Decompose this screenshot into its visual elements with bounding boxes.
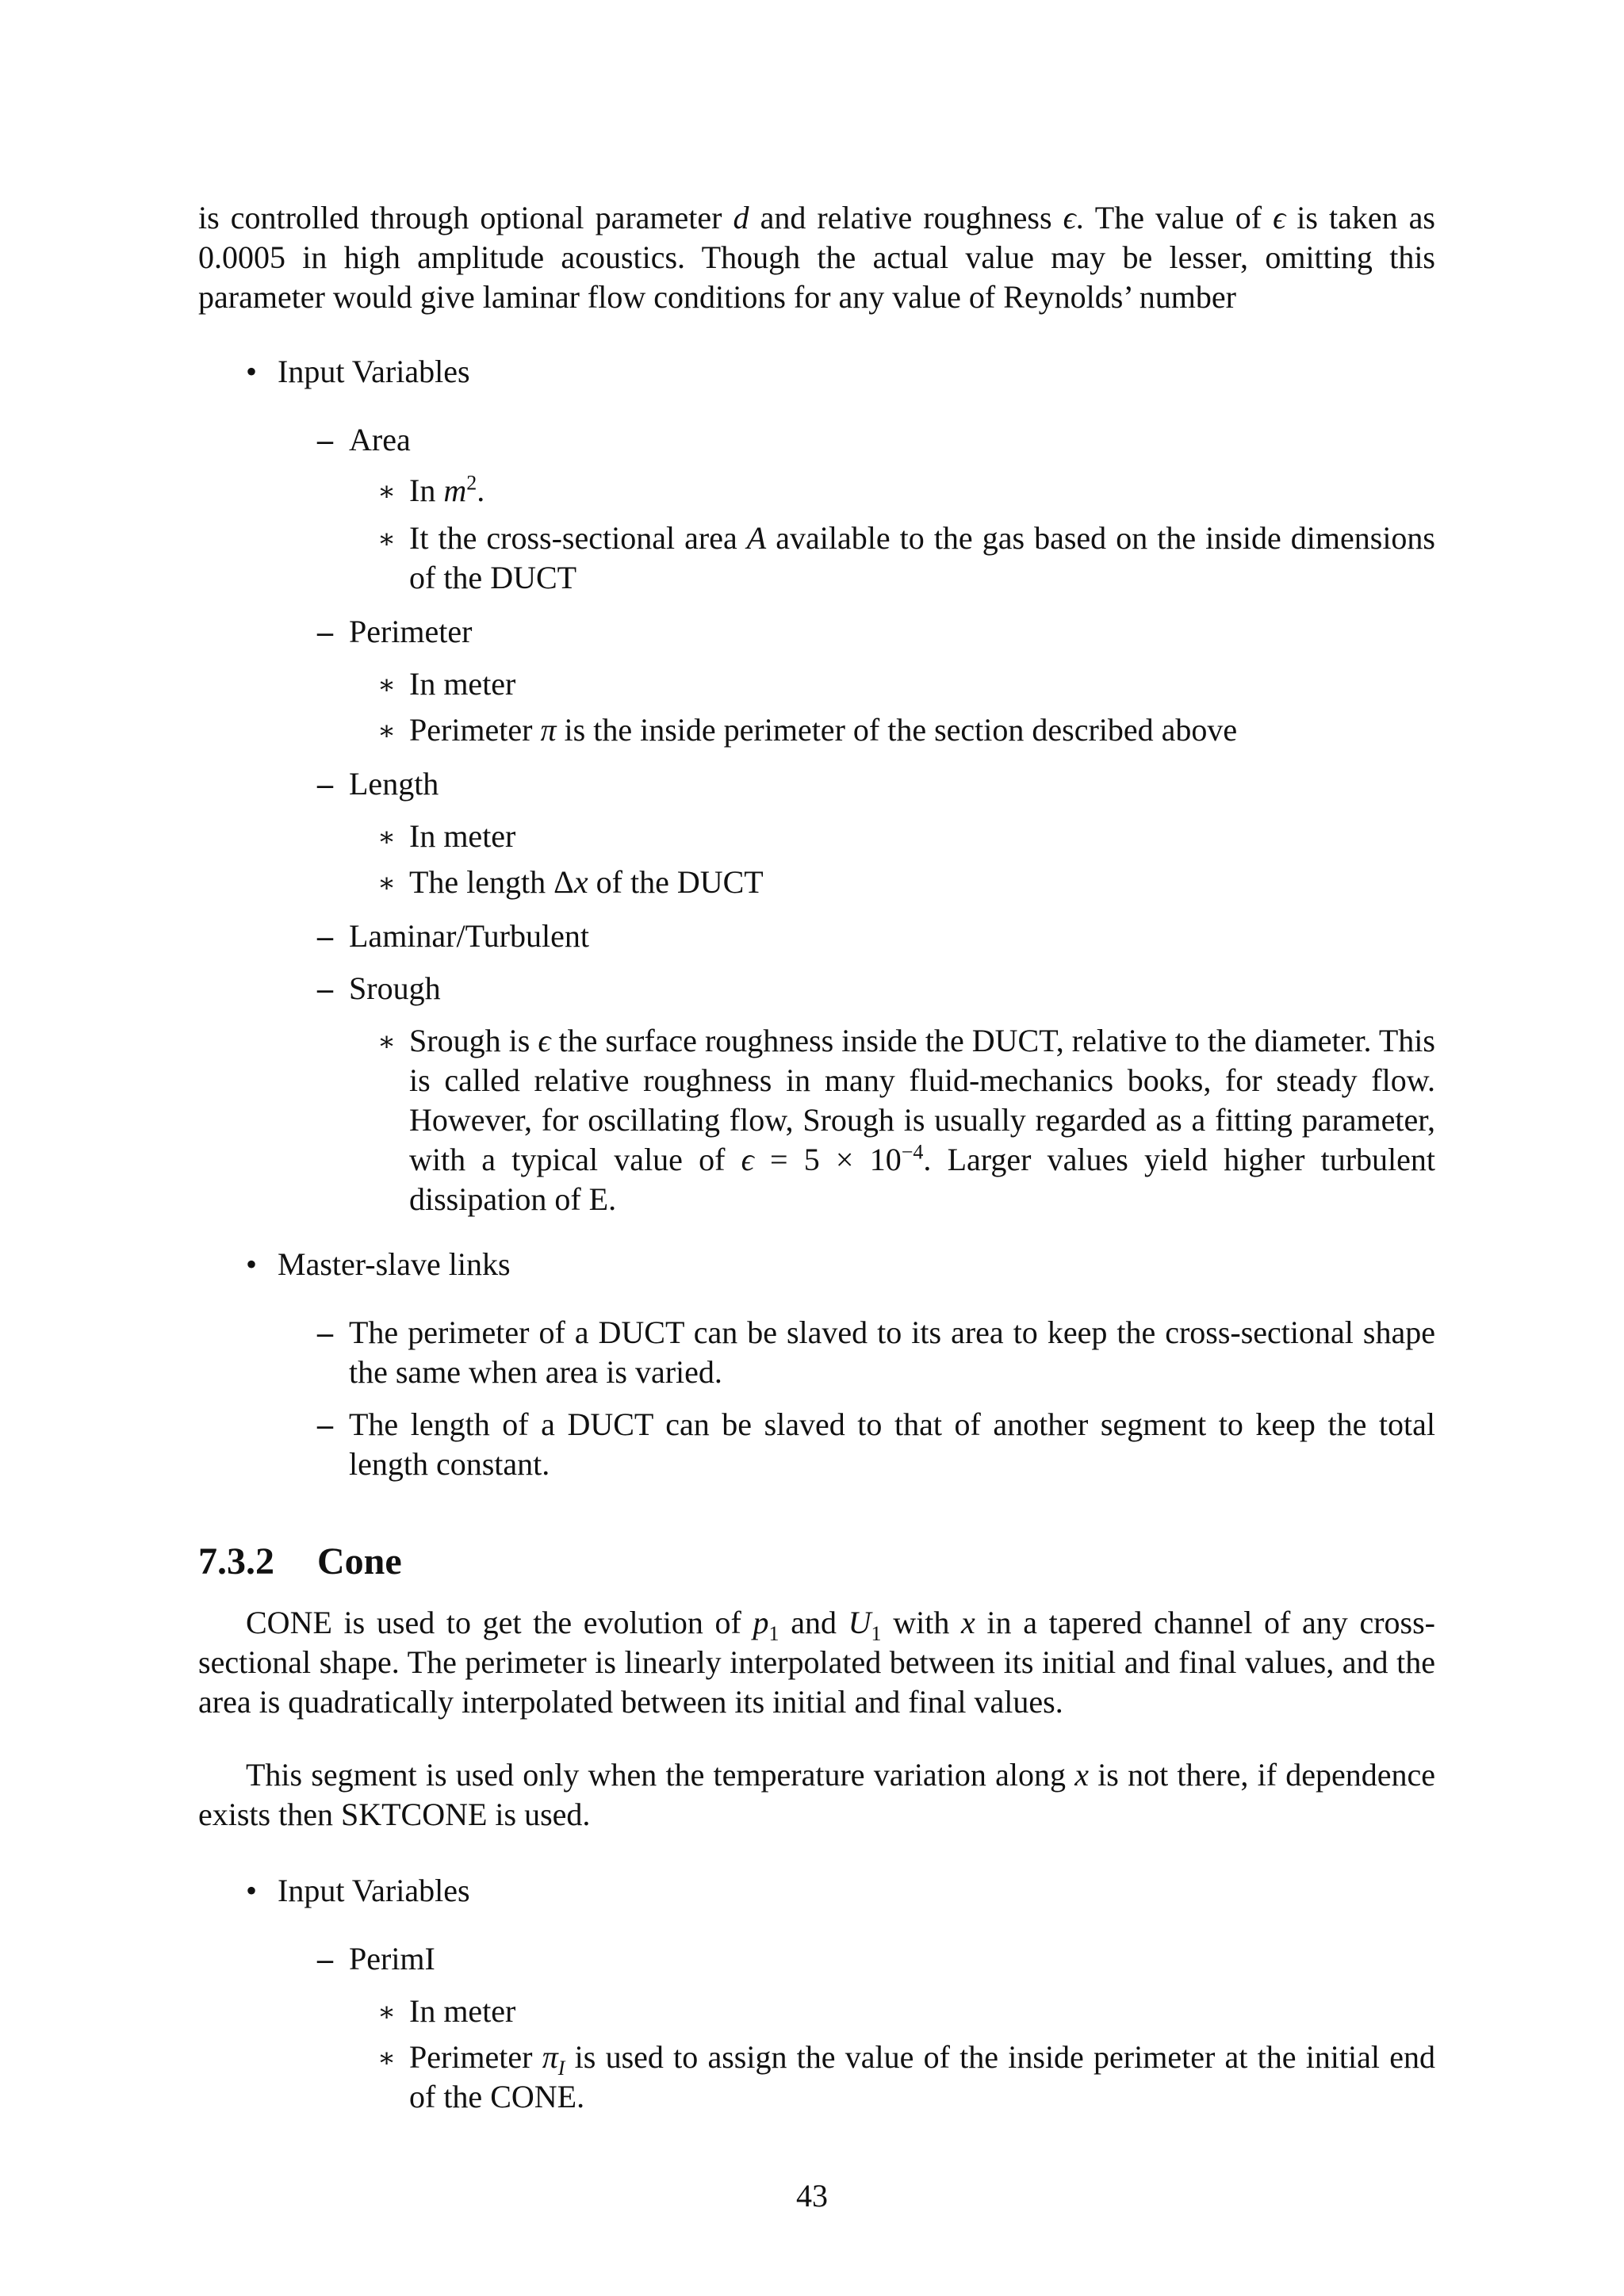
text-run: and relative roughness xyxy=(749,200,1063,235)
cone-paragraph xyxy=(198,1755,1435,1835)
text-run: CONE is used to get the evolution of xyxy=(246,1605,753,1640)
dash-icon: – xyxy=(317,1314,333,1350)
dash-icon: – xyxy=(317,766,333,802)
text-run: . The value of xyxy=(1075,200,1274,235)
superscript: −4 xyxy=(901,1140,924,1164)
length-unit: In meter xyxy=(409,818,516,854)
text-run: in a tapered channel of any cross-sectional shape. The perimeter is linearly interpolated between its initial and final values, and the area is quadratically interpolated between its initial and final values. xyxy=(198,1605,1436,1720)
text-run: of the DUCT xyxy=(588,864,764,900)
text-run: is used to assign the value of the inside perimeter at the initial end of the CONE. xyxy=(409,2039,1435,2114)
math-var: π xyxy=(542,2039,558,2075)
math-var: p xyxy=(753,1605,769,1640)
asterisk-icon: ∗ xyxy=(377,869,396,898)
dash-icon: – xyxy=(317,614,333,649)
math-var: d xyxy=(733,200,749,235)
length-description xyxy=(409,863,1435,902)
text-run: It the cross-sectional area xyxy=(409,520,747,556)
area-description xyxy=(409,519,1435,598)
asterisk-icon: ∗ xyxy=(377,717,396,746)
master-slave-item: The perimeter of a DUCT can be slaved to its area to keep the cross-sectional shape the same when area is varied. xyxy=(349,1314,1435,1390)
text-run: is the inside perimeter of the section described above xyxy=(556,712,1238,748)
text-run: The length Δ xyxy=(409,864,574,900)
asterisk-icon: ∗ xyxy=(377,671,396,700)
text-run: Perimeter xyxy=(409,2039,542,2075)
text-run: with xyxy=(881,1605,961,1640)
text-run: . Larger values yield higher turbulent dissipation of E. xyxy=(409,1142,1435,1217)
text-run: is not there, if dependence exists then SKTCONE is used. xyxy=(198,1757,1435,1832)
math-var: ϵ xyxy=(1063,200,1076,235)
text-run: is taken as 0.0005 in high amplitude acoustics. Though the actual value may be lesser, omitting this parameter would give laminar flow conditions for any value of Reynolds’ number xyxy=(198,200,1435,315)
length-label: Length xyxy=(349,766,439,802)
master-slave-item: The length of a DUCT can be slaved to that of another segment to keep the total length constant. xyxy=(349,1406,1435,1482)
math-var: m xyxy=(443,473,467,508)
asterisk-icon: ∗ xyxy=(377,525,396,554)
dash-icon: – xyxy=(317,1406,333,1442)
cone-paragraph xyxy=(198,1603,1435,1722)
area-label: Area xyxy=(349,422,411,457)
page-number: 43 xyxy=(796,2178,828,2214)
intro-paragraph xyxy=(198,198,1435,317)
dash-icon: – xyxy=(317,970,333,1006)
asterisk-icon: ∗ xyxy=(377,823,396,852)
text-run: available to the gas based on the inside dimensions of the DUCT xyxy=(409,520,1435,595)
input-variables-heading: Input Variables xyxy=(278,354,470,389)
math-var: x xyxy=(573,864,588,900)
math-var: ϵ xyxy=(741,1142,754,1177)
section-number: 7.3.2 xyxy=(198,1540,274,1582)
bullet-icon: • xyxy=(246,1246,258,1282)
bullet-icon: • xyxy=(246,354,258,389)
dash-icon: – xyxy=(317,918,333,954)
bullet-icon: • xyxy=(246,1873,258,1908)
text-run: the surface roughness inside the DUCT, relative to the diameter. This is called relative roughness in many fluid-mechanics books, for steady flow. However, for oscillating flow, Srough is usually regarded as a fitting parameter, with a typical value of xyxy=(409,1023,1435,1177)
srough-label: Srough xyxy=(349,970,441,1006)
math-var: x xyxy=(1074,1757,1089,1793)
math-var: ϵ xyxy=(538,1023,551,1058)
laminar-turbulent-label: Laminar/Turbulent xyxy=(349,918,589,954)
text-run: In xyxy=(409,473,444,508)
text-run: is controlled through optional parameter xyxy=(198,200,733,235)
srough-description xyxy=(409,1021,1435,1219)
section-heading xyxy=(198,1538,402,1586)
subscript: 1 xyxy=(871,1622,882,1645)
text-run: = 5 × 10 xyxy=(753,1142,902,1177)
perimeter-label: Perimeter xyxy=(349,614,473,649)
area-unit xyxy=(409,471,1435,511)
superscript: 2 xyxy=(466,471,477,495)
math-var: A xyxy=(746,520,767,556)
periml-unit: In meter xyxy=(409,1993,516,2029)
subscript: I xyxy=(557,2057,565,2080)
perimeter-unit: In meter xyxy=(409,666,516,702)
text-run: Srough is xyxy=(409,1023,538,1058)
math-var: ϵ xyxy=(1273,200,1286,235)
asterisk-icon: ∗ xyxy=(377,1998,396,2027)
text-run: Perimeter xyxy=(409,712,541,748)
asterisk-icon: ∗ xyxy=(377,2044,396,2073)
math-var: x xyxy=(961,1605,975,1640)
dash-icon: – xyxy=(317,1941,333,1976)
text-run: This segment is used only when the temperature variation along xyxy=(246,1757,1075,1793)
asterisk-icon: ∗ xyxy=(377,1027,396,1057)
perimeter-description xyxy=(409,710,1435,750)
periml-label: PerimI xyxy=(349,1941,435,1976)
math-var: U xyxy=(848,1605,871,1640)
dash-icon: – xyxy=(317,422,333,457)
periml-description xyxy=(409,2038,1435,2117)
text-run: and xyxy=(779,1605,848,1640)
section-title: Cone xyxy=(317,1540,402,1582)
asterisk-icon: ∗ xyxy=(377,477,396,507)
master-slave-heading: Master-slave links xyxy=(278,1246,511,1282)
math-var: π xyxy=(540,712,557,748)
subscript: 1 xyxy=(768,1622,779,1645)
text-run: . xyxy=(477,473,485,508)
input-variables-heading: Input Variables xyxy=(278,1873,470,1908)
